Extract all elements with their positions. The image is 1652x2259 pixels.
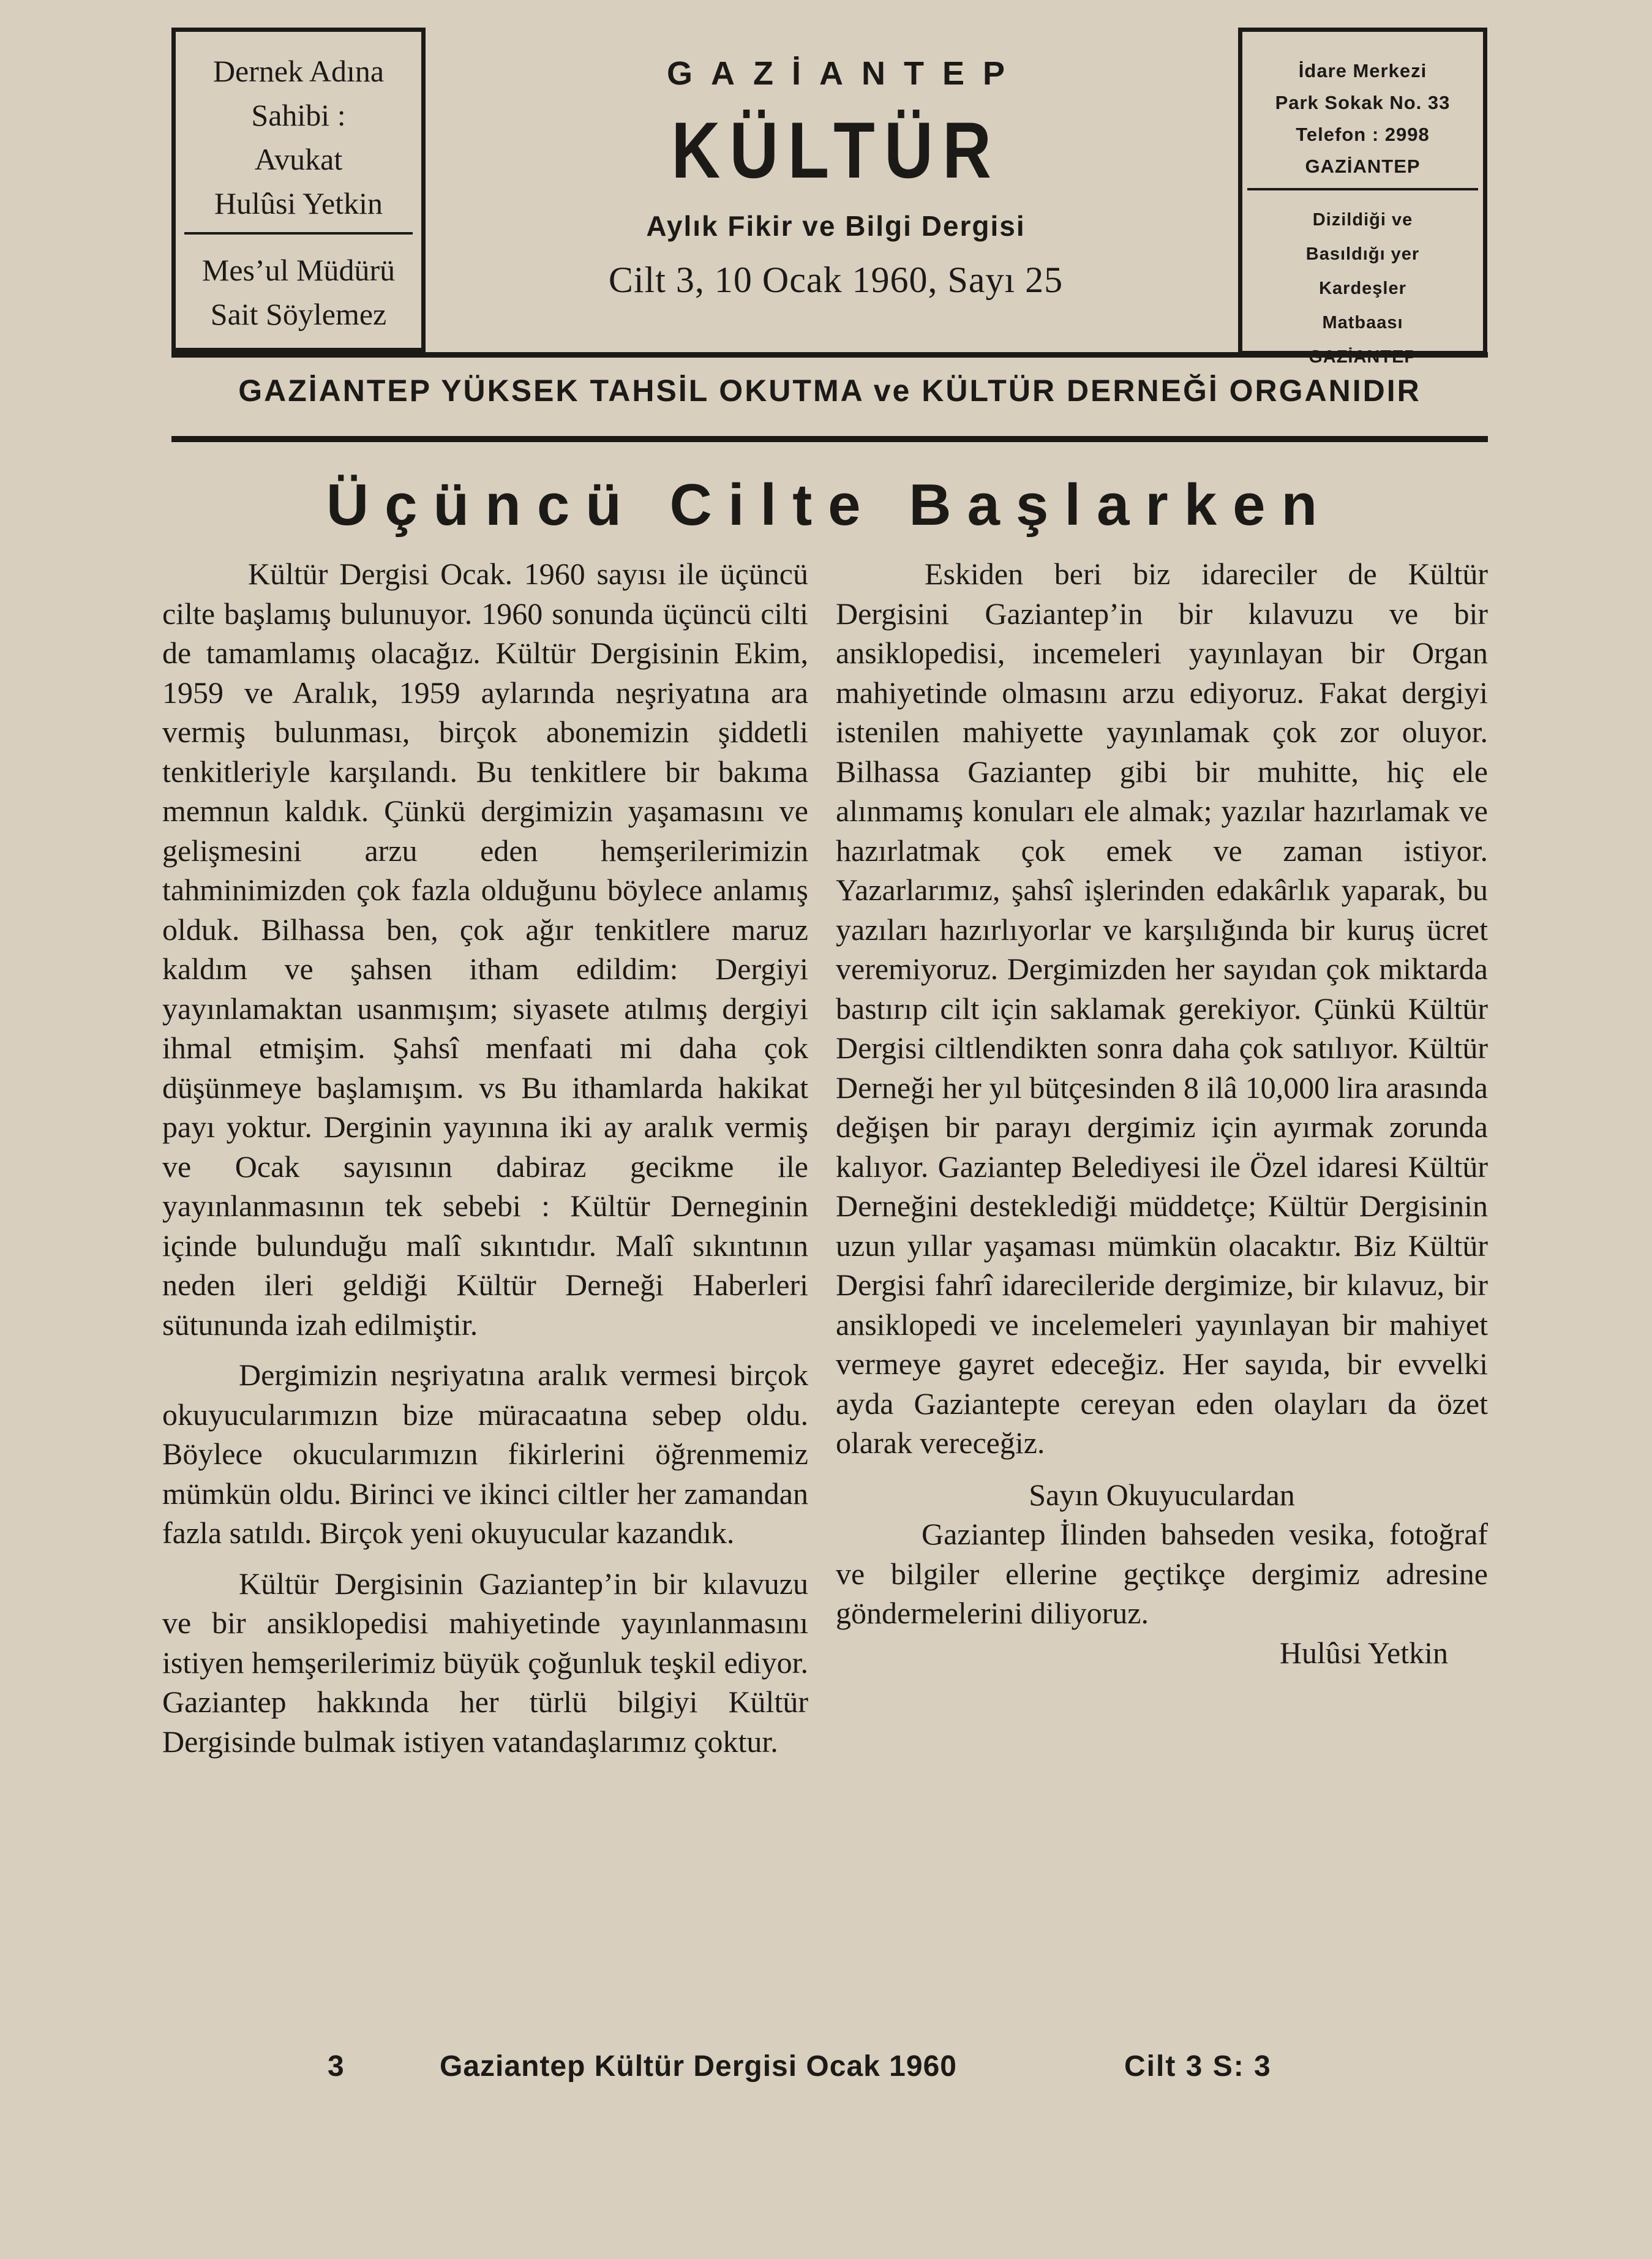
author-signature: Hulûsi Yetkin <box>1279 1635 1448 1670</box>
printer-line: Kardeşler <box>1319 279 1406 298</box>
masthead-subtitle: Aylık Fikir ve Bilgi Dergisi <box>646 210 1026 242</box>
article-paragraph: Dergimizin neşriyatına aralık vermesi birçok okuyucularımızın bize müracaatına sebep oldu. Böylece okucularımızın fikirlerini öğrenmemiz mümkün oldu. Birinci ve ikinci ciltler her zamandan fazla satıldı. Birçok yeni okuyucular kazandık. <box>162 1358 808 1550</box>
masthead-rule <box>171 436 1488 442</box>
readers-heading: Sayın Okuyuculardan <box>1029 1477 1295 1512</box>
editor-line: Sait Söylemez <box>210 297 387 331</box>
printer-line: Basıldığı yer <box>1305 244 1420 264</box>
office-line: Telefon : 2998 <box>1296 124 1430 145</box>
footer-title: Gaziantep Kültür Dergisi Ocak 1960 <box>440 2050 957 2083</box>
organ-line: GAZİANTEP YÜKSEK TAHSİL OKUTMA ve KÜLTÜR DERNEĞİ ORGANIDIR <box>238 374 1421 408</box>
masthead-rule <box>171 352 1488 358</box>
printer-line: Dizildiği ve <box>1312 210 1413 230</box>
owner-box <box>171 28 426 352</box>
owner-line: Avukat <box>254 142 343 176</box>
article-paragraph: Kültür Dergisinin Gaziantep’in bir kılavuzu ve bir ansiklopedisi mahiyetinde yayınlanmasını istiyen hemşerilerimiz büyük çoğunluk teşkil ediyor. Gaziantep hakkında her türlü bilgiyi Kültür Dergisinde bulmak istiyen vatandaşlarımız çoktur. <box>162 1566 808 1759</box>
article-headline: Üçüncü Cilte Başlarken <box>326 472 1334 538</box>
editor-info <box>176 235 421 336</box>
article-paragraph: Eskiden beri biz idareciler de Kültür Dergisini Gaziantep’in bir kılavuzu ve bir ansiklopedisi, incemeleri yayınlayan bir Organ mahiyetinde olmasını arzu ediyoruz. Fakat dergiyi istenilen mahiyette yayınlamak çok zor oluyor. Bilhassa Gaziantep gibi bir muhitte, hiç ele alınmamış konuları ele almak; yazılar hazırlamak ve hazırlatmak çok emek ve zaman istiyor. Yazarlarımız, şahsî işlerinden edakârlık yaparak, bu yazıları hazırlıyorlar ve karşılığında bir kuruş ücret veremiyoruz. Dergimizden her sayıdan çok miktarda bastırıp cilt için saklamak gerekiyor. Çünkü Kültür Dergisi ciltlendikten sonra daha çok satılıyor. Kültür Derneği her yıl bütçesinden 8 ilâ 10,000 lira arasında değişen bir parayı dergimiz için ayırmak zorunda kalıyor. Gaziantep Belediyesi ile Özel idaresi Kültür Derneğini desteklediği müddetçe; Kültür Dergisinin uzun yıllar yaşaması mümkün olacaktır. Biz Kültür Dergisi fahrî idarecileride dergimize, bir kılavuz, bir ansiklopedi ve incelemeleri yayınlayan bir mahiyet vermeye gayret edeceğiz. Her sayıda, bir evvelki ayda Gaziantepte cereyan eden olayları da özet olarak vereceğiz. <box>836 557 1488 1460</box>
owner-info <box>176 32 421 232</box>
issue-info: Cilt 3, 10 Ocak 1960, Sayı 25 <box>608 260 1064 300</box>
page-footer <box>0 2042 1652 2091</box>
masthead-center <box>441 49 1231 307</box>
office-info <box>1242 32 1483 188</box>
article-left-column <box>162 554 808 1772</box>
office-line: GAZİANTEP <box>1305 156 1421 177</box>
masthead-city: GAZİANTEP <box>666 55 1023 92</box>
owner-line: Sahibi : <box>251 98 346 132</box>
masthead-title: KÜLTÜR <box>671 105 1001 195</box>
printer-line: Matbaası <box>1322 313 1403 333</box>
editor-line: Mes’ul Müdürü <box>201 253 396 287</box>
owner-line: Hulûsi Yetkin <box>214 186 383 220</box>
office-box <box>1238 28 1487 355</box>
article-right-column <box>836 554 1488 1672</box>
page-number: 3 <box>328 2050 344 2083</box>
owner-line: Dernek Adına <box>212 54 385 88</box>
article-paragraph: Kültür Dergisi Ocak. 1960 sayısı ile üçüncü cilte başlamış bulunuyor. 1960 sonunda üçüncü cilti de tamamlamış olacağız. Kültür Dergisinin Ekim, 1959 ve Aralık, 1959 aylarında neşriyatına ara vermiş bulunması, birçok abonemizin şiddetli tenkitleriyle karşılandı. Bu tenkitlere bir bakıma memnun kaldık. Çünkü dergimizin yaşamasını ve gelişmesini arzu eden hemşerilerimizin tahminimizden çok fazla olduğunu böylece anlamış olduk. Bilhassa ben, çok ağır tenkitlere maruz kaldım ve şahsen itham edildim: Dergiyi yayınlamaktan usanmışım; siyasete atılmış dergiyi ihmal etmişim. Şahsî menfaati mi daha çok düşünmeye başlamışım. vs Bu ithamlarda hakikat payı yoktur. Derginin yayınına iki ay aralık vermiş ve Ocak sayısının dabiraz gecikme ile yayınlanmasının tek sebebi : Kültür Derneginin içinde bulunduğu malî sıkıntıdır. Malî sıkıntının neden ileri geldiği Kültür Derneği Haberleri sütununda izah edilmiştir. <box>162 557 808 1342</box>
office-line: İdare Merkezi <box>1298 60 1427 81</box>
office-line: Park Sokak No. 33 <box>1275 92 1451 113</box>
printer-info <box>1242 190 1483 374</box>
footer-volume: Cilt 3 S: 3 <box>1124 2050 1272 2083</box>
readers-note: Gaziantep İlinden bahseden vesika, fotoğraf ve bilgiler ellerine geçtikçe dergimiz adresine göndermelerini diliyoruz. <box>836 1517 1488 1630</box>
